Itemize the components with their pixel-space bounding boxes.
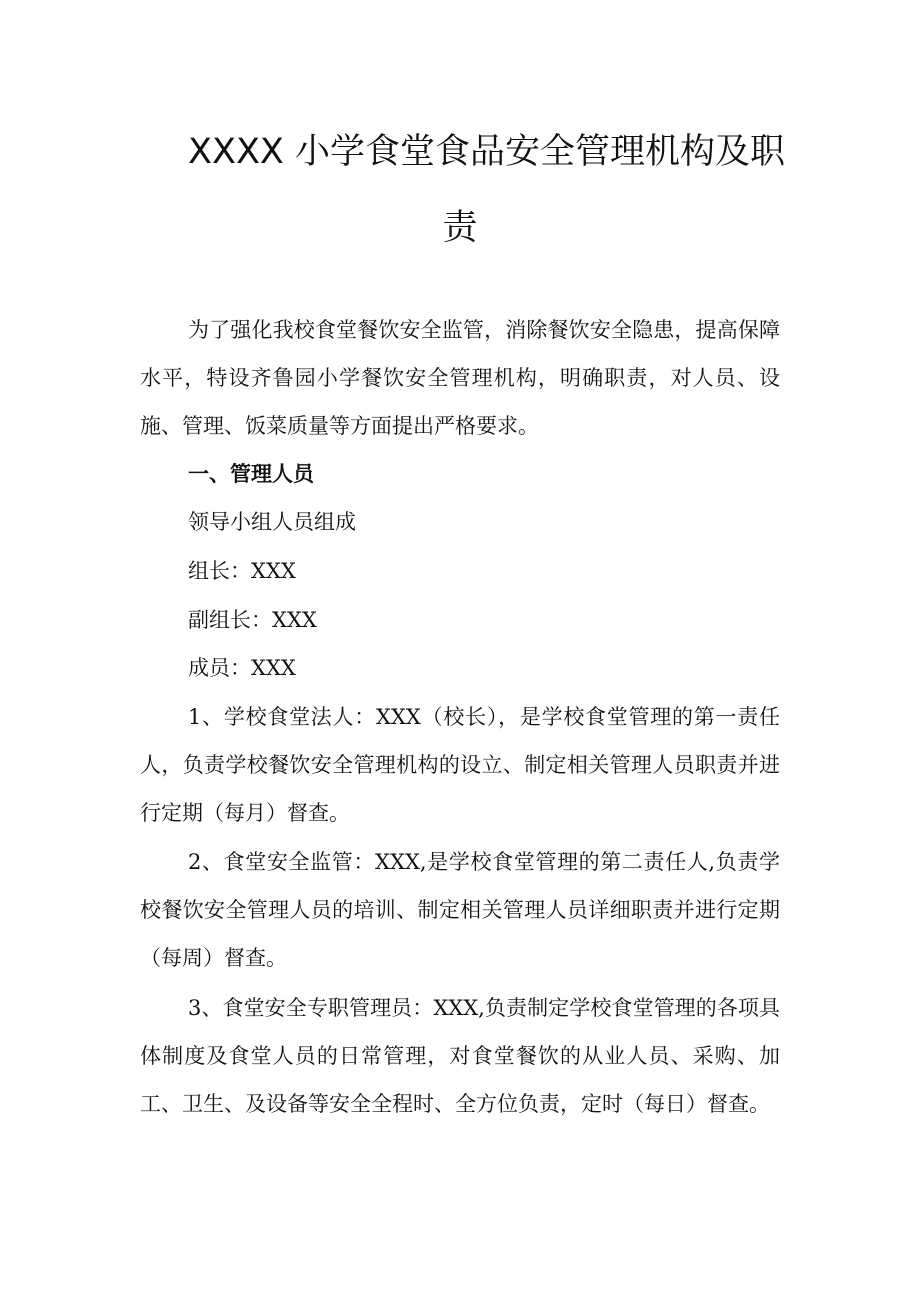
item-2-paragraph: 2、食堂安全监管：XXX,是学校食堂管理的第二责任人,负责学校餐饮安全管理人员的培训、制定相关管理人员详细职责并进行定期（每周）督查。 xyxy=(140,850,780,970)
intro-paragraph: 为了强化我校食堂餐饮安全监管，消除餐饮安全隐患，提高保障水平，特设齐鲁园小学餐饮安全管理机构，明确职责，对人员、设施、管理、饭菜质量等方面提出严格要求。 xyxy=(140,318,780,438)
section-heading-management-staff: 一、管理人员 xyxy=(188,462,314,486)
vice-leader-line: 副组长：XXX xyxy=(188,608,317,632)
group-leader-line: 组长：XXX xyxy=(188,559,296,583)
item-3-paragraph: 3、食堂安全专职管理员：XXX,负责制定学校食堂管理的各项具体制度及食堂人员的日常管理，对食堂餐饮的从业人员、采购、加工、卫生、及设备等安全全程时、全方位负责，定时（每日）督查。 xyxy=(140,996,780,1116)
leadership-group-label: 领导小组人员组成 xyxy=(188,510,356,534)
document-title-line-1: XXXX 小学食堂食品安全管理机构及职 xyxy=(188,132,786,172)
document-title-line-2: 责 xyxy=(442,208,478,248)
members-line: 成员：XXX xyxy=(188,656,296,680)
item-1-paragraph: 1、学校食堂法人：XXX（校长），是学校食堂管理的第一责任人，负责学校餐饮安全管理机构的设立、制定相关管理人员职责并进行定期（每月）督查。 xyxy=(140,705,780,825)
